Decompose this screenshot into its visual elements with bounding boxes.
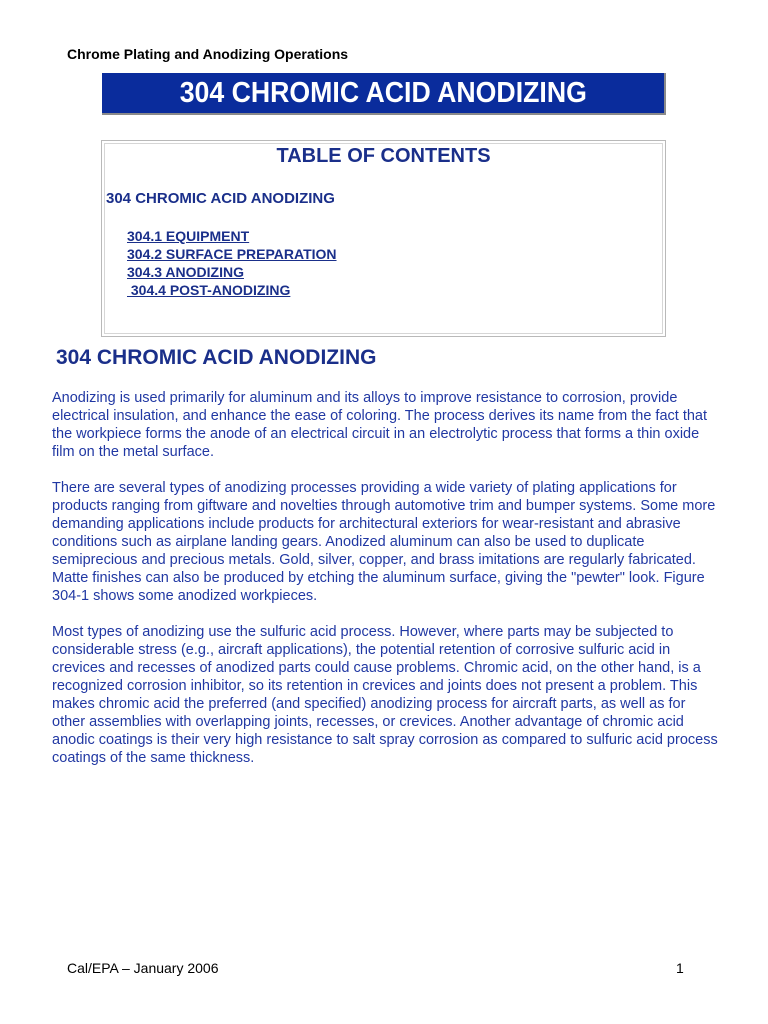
page-number: 1	[676, 960, 684, 976]
body-paragraph-1: Anodizing is used primarily for aluminum and its alloys to improve resistance to corrosion, provide electrical insulation, and enhance the ease of coloring. The process derives its name from the fact that the workpiece forms the anode of an electrical circuit in an electrolytic process that forms a thin oxide film on the metal surface.	[52, 390, 708, 460]
body-paragraph-3: Most types of anodizing use the sulfuric acid process. However, where parts may be subjected to considerable stress (e.g., aircraft applications), the potential retention of corrosive sulfuric acid in crevices and recesses of anodized parts could cause problems. Chromic acid, on the other hand, is a recognized corrosion inhibitor, so its retention in crevices and joints does not present a problem. This makes chromic acid the preferred (and specified) anodizing process for aircraft parts, as well as for other assemblies with overlapping joints, recesses, or crevices. Another advantage of chromic acid anodic coatings is their very high resistance to salt spray corrosion as compared to sulfuric acid process coatings of the same thickness.	[52, 624, 718, 766]
toc-item	[127, 245, 337, 263]
section-heading: 304 CHROMIC ACID ANODIZING	[56, 346, 377, 369]
toc-link-list	[127, 227, 337, 299]
toc-link-equipment[interactable]: 304.1 EQUIPMENT	[127, 228, 250, 244]
toc-chapter-heading: 304 CHROMIC ACID ANODIZING	[106, 190, 335, 207]
running-header: Chrome Plating and Anodizing Operations	[67, 46, 349, 62]
toc-link-anodizing[interactable]: 304.3 ANODIZING	[127, 264, 244, 280]
title-banner	[102, 73, 666, 115]
footer-date: Cal/EPA – January 2006	[67, 960, 219, 976]
toc-item	[127, 227, 337, 245]
toc-item	[127, 263, 337, 281]
toc-title: TABLE OF CONTENTS	[276, 145, 491, 167]
body-paragraph-2: There are several types of anodizing processes providing a wide variety of plating applications for products ranging from giftware and novelties through automotive trim and bumper systems. Some more demanding applications include products for architectural exteriors for wear-resistant and abrasive conditions such as airplane landing gears. Anodized aluminum can also be used to duplicate semiprecious and precious metals. Gold, silver, copper, and brass imitations are regularly fabricated. Matte finishes can also be produced by etching the aluminum surface, giving the "pewter" look. Figure 304-1 shows some anodized workpieces.	[52, 480, 716, 604]
table-of-contents	[101, 140, 666, 337]
toc-link-surface-preparation[interactable]: 304.2 SURFACE PREPARATION	[127, 246, 337, 262]
toc-item	[127, 281, 337, 299]
title-banner-text: 304 CHROMIC ACID ANODIZING	[179, 77, 587, 109]
toc-link-post-anodizing[interactable]: 304.4 POST-ANODIZING	[127, 282, 291, 298]
